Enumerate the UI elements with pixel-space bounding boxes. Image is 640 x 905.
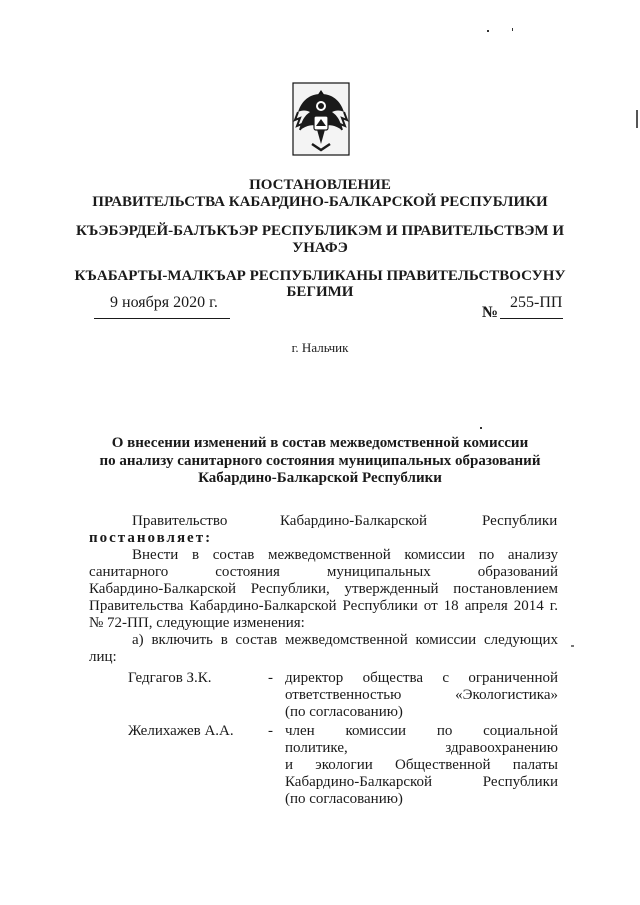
decree-date: 9 ноября 2020 г.	[110, 294, 218, 311]
decree-number: 255-ПП	[510, 294, 563, 311]
member-role-line: ответственностью «Экологистика»	[285, 687, 558, 703]
paragraph-2-line-1: Внести в состав межведомственной комиссии по анализу	[132, 547, 558, 563]
decree-word: постановляет:	[89, 530, 213, 546]
subject-line-1: О внесении изменений в состав межведомственной комиссии	[111, 435, 529, 451]
member-role-line: директор общества с ограниченной	[285, 670, 558, 686]
paragraph-3-line-2: лиц:	[89, 649, 117, 665]
issuing-body-kbd-line-2: УНАФЭ	[292, 240, 348, 256]
issuing-body-krc-line-2: БЕГИМИ	[286, 284, 354, 300]
paragraph-2-line-4: Правительства Кабардино-Балкарской Республики от 18 апреля 2014 г.	[89, 598, 558, 614]
member-name: Гедгагов З.К.	[128, 670, 212, 686]
number-underline	[500, 318, 563, 319]
member-role-line: политике, здравоохранению	[285, 740, 558, 756]
number-sign: №	[482, 304, 499, 321]
date-underline	[94, 318, 230, 319]
preamble-word-2: Кабардино-Балкарской	[280, 513, 428, 529]
member-role-line: член комиссии по социальной	[285, 723, 558, 739]
member-role-line: (по согласованию)	[285, 704, 403, 720]
paragraph-2-line-3: Кабардино-Балкарской Республики, утвержденный постановлением	[89, 581, 558, 597]
subject-line-3: Кабардино-Балкарской Республики	[198, 470, 442, 486]
member-role-line: и экологии Общественной палаты	[285, 757, 558, 773]
preamble-word-1: Правительство	[132, 513, 228, 529]
member-dash: -	[268, 723, 273, 739]
issuing-body-ru: ПРАВИТЕЛЬСТВА КАБАРДИНО-БАЛКАРСКОЙ РЕСПУБЛИКИ	[92, 194, 548, 210]
subject-line-2: по анализу санитарного состояния муниципальных образований	[99, 453, 541, 469]
paragraph-3-line-1: а) включить в состав межведомственной комиссии следующих	[132, 632, 558, 648]
document-title: ПОСТАНОВЛЕНИЕ	[249, 177, 391, 193]
paragraph-2-line-5: № 72-ПП, следующие изменения:	[89, 615, 305, 631]
preamble-word-3: Республики	[482, 513, 558, 529]
member-name: Желихажев А.А.	[128, 723, 234, 739]
coat-of-arms-emblem	[292, 82, 350, 156]
city: г. Нальчик	[291, 340, 349, 355]
member-role-line: (по согласованию)	[285, 791, 403, 807]
issuing-body-krc-line-1: КЪАБАРТЫ-МАЛКЪАР РЕСПУБЛИКАНЫ ПРАВИТЕЛЬСТВОСУНУ	[74, 268, 566, 284]
issuing-body-kbd-line-1: КЪЭБЭРДЕЙ-БАЛЪКЪЭР РЕСПУБЛИКЭМ И ПРАВИТЕЛЬСТВЭМ И	[76, 223, 564, 239]
member-role-line: Кабардино-Балкарской Республики	[285, 774, 558, 790]
member-dash: -	[268, 670, 273, 686]
paragraph-2-line-2: санитарного состояния муниципальных образований	[89, 564, 558, 580]
